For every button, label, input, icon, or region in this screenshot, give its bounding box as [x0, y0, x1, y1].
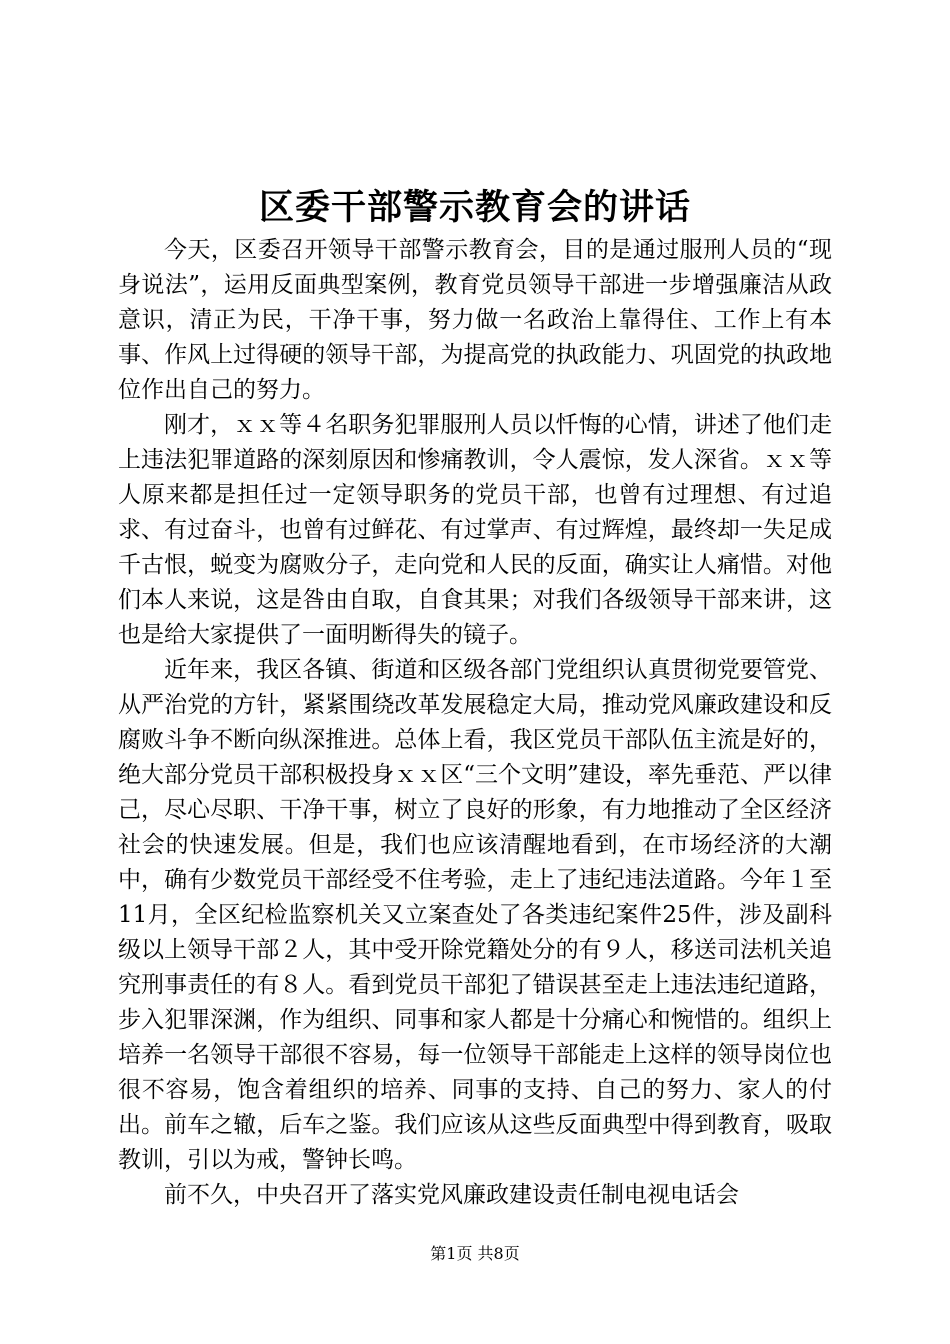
paragraph: 今天，区委召开领导干部警示教育会，目的是通过服刑人员的“现身说法”，运用反面典型案例，教育党员领导干部进一步增强廉洁从政意识，清正为民，干净干事，努力做一名政治上靠得住、工作上有本事、作风上过得硬的领导干部，为提高党的执政能力、巩固党的执政地位作出自己的努力。: [118, 237, 832, 403]
paragraph: 近年来，我区各镇、街道和区级各部门党组织认真贯彻党要管党、从严治党的方针，紧紧围绕改革发展稳定大局，推动党风廉政建设和反腐败斗争不断向纵深推进。总体上看，我区党员干部队伍主流是好的，绝大部分党员干部积极投身ｘｘ区“三个文明”建设，率先垂范、严以律己，尽心尽职、干净干事，树立了良好的形象，有力地推动了全区经济社会的快速发展。但是，我们也应该清醒地看到，在市场经济的大潮中，确有少数党员干部经受不住考验，走上了违纪违法道路。今年１至11月，全区纪检监察机关又立案查处了各类违纪案件25件，涉及副科级以上领导干部２人，其中受开除党籍处分的有９人，移送司法机关追究刑事责任的有８人。看到党员干部犯了错误甚至走上违法违纪道路，步入犯罪深渊，作为组织、同事和家人都是十分痛心和惋惜的。组织上培养一名领导干部很不容易，每一位领导干部能走上这样的领导岗位也很不容易，饱含着组织的培养、同事的支持、自己的努力、家人的付出。前车之辙，后车之鉴。我们应该从这些反面典型中得到教育，吸取教训，引以为戒，警钟长鸣。: [118, 657, 832, 1173]
document-body: [118, 233, 832, 1213]
paragraph: 前不久，中央召开了落实党风廉政建设责任制电视电话会: [164, 1182, 739, 1208]
document-title: 区委干部警示教育会的讲话: [258, 187, 691, 228]
page-number-footer: 第1页 共8页: [430, 1244, 520, 1263]
paragraph: 刚才，ｘｘ等４名职务犯罪服刑人员以忏悔的心情，讲述了他们走上违法犯罪道路的深刻原因和惨痛教训，令人震惊，发人深省。ｘｘ等人原来都是担任过一定领导职务的党员干部，也曾有过理想、有过追求、有过奋斗，也曾有过鲜花、有过掌声、有过辉煌，最终却一失足成千古恨，蜕变为腐败分子，走向党和人民的反面，确实让人痛惜。对他们本人来说，这是咎由自取，自食其果；对我们各级领导干部来讲，这也是给大家提供了一面明断得失的镜子。: [118, 412, 832, 648]
